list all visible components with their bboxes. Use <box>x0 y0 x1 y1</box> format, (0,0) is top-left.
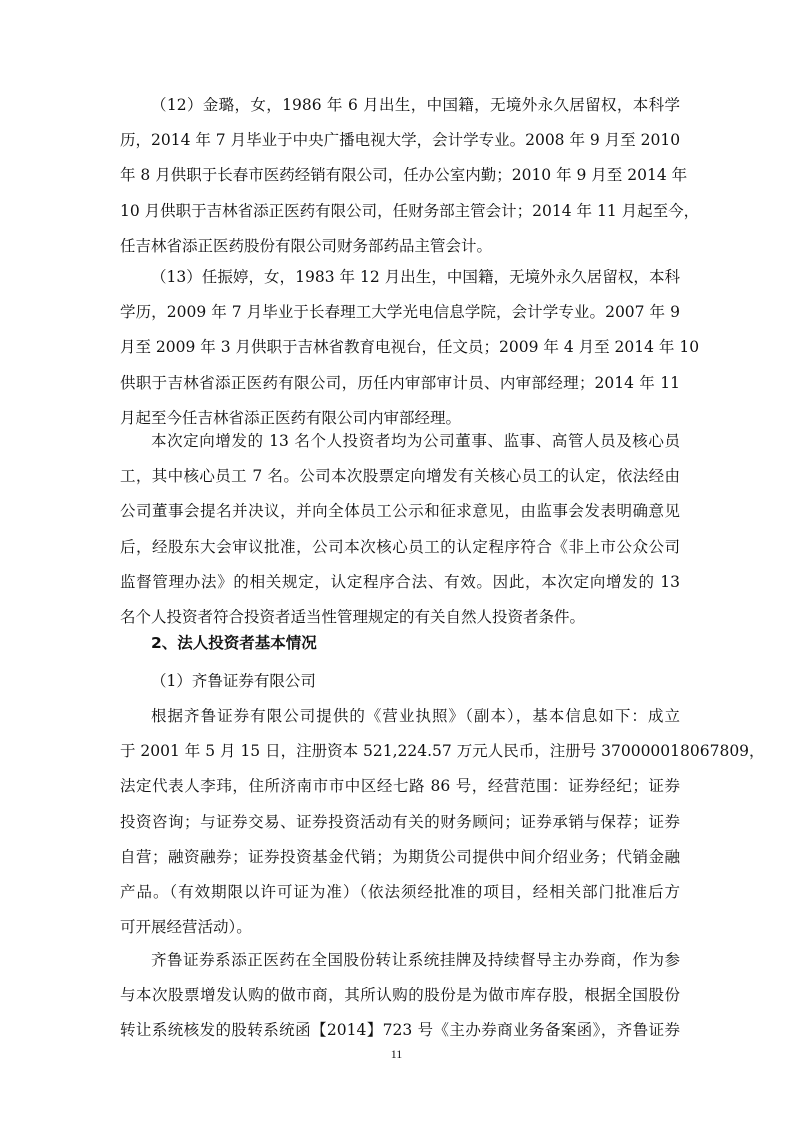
section-heading: 2、法人投资者基本情况 <box>151 634 317 652</box>
subheading-block <box>120 664 680 699</box>
text-line: 10 月供职于吉林省添正医药有限公司，任财务部主管会计；2014 年 11 月起至今， <box>120 201 700 220</box>
text-line: 自营；融资融券；证券投资基金代销；为期货公司提供中间介绍业务；代销金融 <box>120 847 680 866</box>
text-line: 月至 2009 年 3 月供职于吉林省教育电视台，任文员；2009 年 4 月至 2014 年 10 <box>120 338 700 357</box>
text-line: 任吉林省添正医药股份有限公司财务部药品主管会计。 <box>120 236 493 255</box>
text-line: 与本次股票增发认购的做市商，其所认购的股份是为做市库存股，根据全国股份 <box>120 986 680 1005</box>
page-number: 11 <box>390 1047 403 1061</box>
text-line: 学历，2009 年 7 月毕业于长春理工大学光电信息学院，会计学专业。2007 年 9 <box>120 303 680 322</box>
paragraph-business-license <box>120 699 765 945</box>
text-line: 公司董事会提名并决议，并向全体员工公示和征求意见，由监事会发表明确意见 <box>120 502 680 521</box>
text-line: 根据齐鲁证券有限公司提供的《营业执照》（副本），基本信息如下：成立 <box>151 707 680 725</box>
text-line: （12）金璐，女，1986 年 6 月出生，中国籍，无境外永久居留权，本科学 <box>151 96 680 114</box>
section-heading-block <box>120 626 680 661</box>
text-line: 转让系统核发的股转系统函【2014】723 号《主办券商业务备案函》，齐鲁证券 <box>120 1021 680 1040</box>
paragraph-jin-lu <box>120 88 700 264</box>
text-line: 投资咨询；与证券交易、证券投资活动有关的财务顾问；证券承销与保荐；证券 <box>120 812 680 831</box>
paragraph-investor-summary <box>120 424 680 635</box>
text-line: 齐鲁证券系添正医药在全国股份转让系统挂牌及持续督导主办券商，作为参 <box>151 951 680 969</box>
text-line: 名个人投资者符合投资者适当性管理规定的有关自然人投资者条件。 <box>120 607 586 626</box>
text-line: 历，2014 年 7 月毕业于中央广播电视大学，会计学专业。2008 年 9 月至 2010 <box>120 131 681 150</box>
text-line: 产品。（有效期限以许可证为准）（依法须经批准的项目，经相关部门批准后方 <box>120 882 680 901</box>
text-line: 年 8 月供职于长春市医药经销有限公司，任办公室内勤；2010 年 9 月至 2014 年 <box>120 166 688 185</box>
text-line: 后，经股东大会审议批准，公司本次核心员工的认定程序符合《非上市公众公司 <box>120 537 680 556</box>
text-line: （13）任振婷，女，1983 年 12 月出生，中国籍，无境外永久居留权，本科 <box>151 268 680 286</box>
text-line: 工，其中核心员工 7 名。公司本次股票定向增发有关核心员工的认定，依法经由 <box>120 467 680 486</box>
text-line: 可开展经营活动）。 <box>120 918 252 937</box>
text-line: 于 2001 年 5 月 15 日，注册资本 521,224.57 万元人民币，注册号 370000018067809， <box>120 742 765 761</box>
subheading: （1）齐鲁证券有限公司 <box>151 672 316 690</box>
text-line: 法定代表人李玮，住所济南市市中区经七路 86 号，经营范围：证券经纪；证券 <box>120 777 680 796</box>
text-line: 监督管理办法》的相关规定，认定程序合法、有效。因此，本次定向增发的 13 <box>120 572 680 591</box>
text-line: 月起至今任吉林省添正医药有限公司内审部经理。 <box>120 408 462 427</box>
text-line: 供职于吉林省添正医药有限公司，历任内审部审计员、内审部经理；2014 年 11 <box>120 373 680 392</box>
paragraph-ren-zhenting <box>120 260 700 436</box>
text-line: 本次定向增发的 13 名个人投资者均为公司董事、监事、高管人员及核心员 <box>151 432 680 450</box>
paragraph-market-maker <box>120 943 680 1049</box>
